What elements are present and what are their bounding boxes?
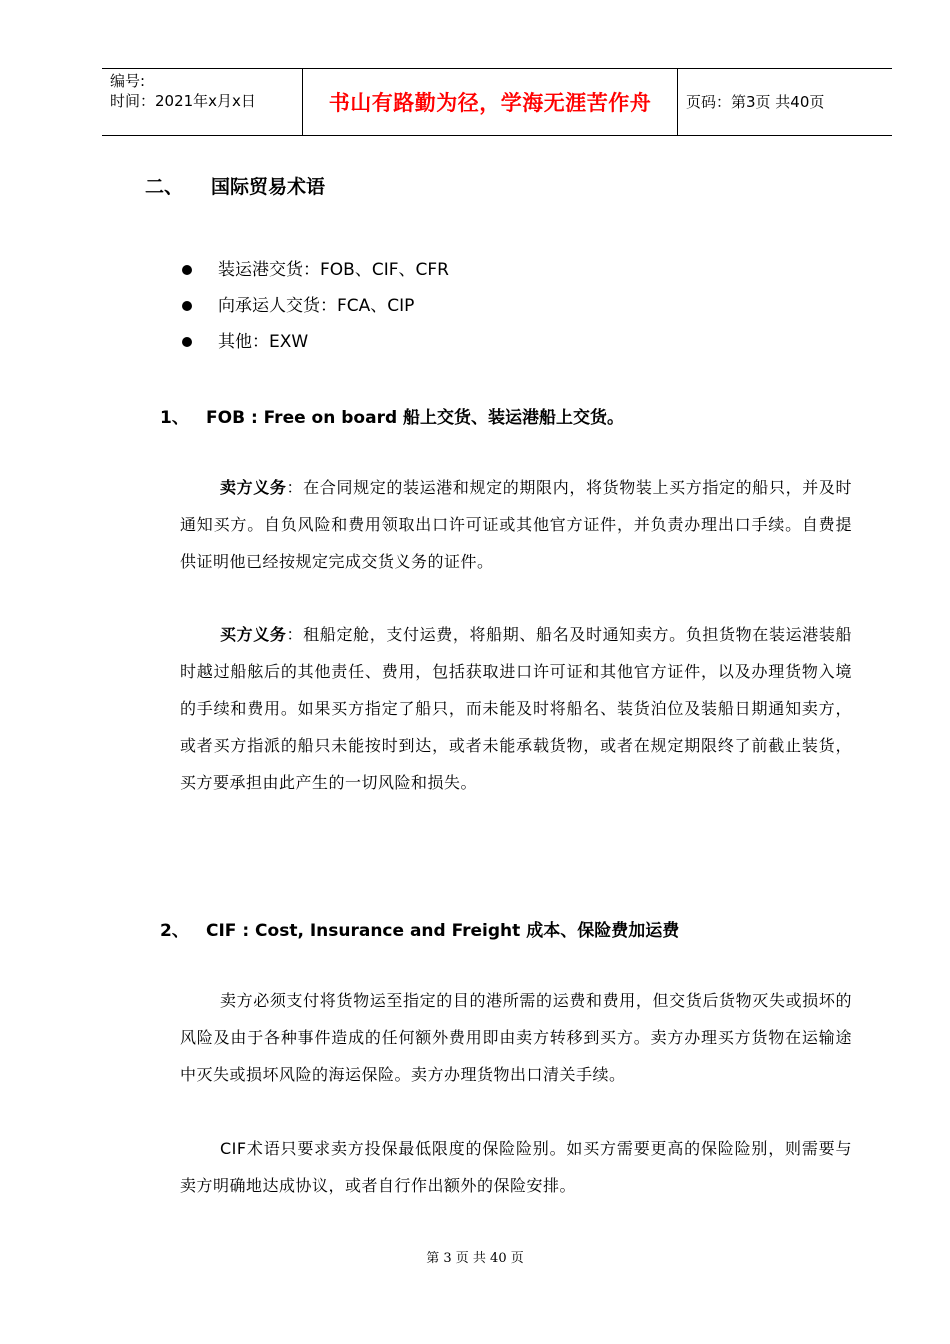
buyer-label: 买方义务 [220,625,287,644]
list-item [180,256,449,292]
time-label: 时间：2021年x月x日 [110,92,256,110]
list-item [180,328,449,364]
page-label: 页码：第3页 共40页 [686,93,825,111]
cif-paragraph-2: CIF术语只要求卖方投保最低限度的保险险别。如买方需要更高的保险险别，则需要与卖方明确地达成协议，或者自行作出额外的保险安排。 [180,1139,852,1195]
item2-title: CIF : Cost, Insurance and Freight 成本、保险费加运费 [206,921,680,941]
bullet-icon [182,337,192,347]
seller-text: ：在合同规定的装运港和规定的期限内，将货物装上买方指定的船只，并及时通知买方。自负风险和费用领取出口许可证或其他官方证件，并负责办理出口手续。自费提供证明他已经按规定完成交货义务的证件。 [180,478,852,571]
buyer-obligation-paragraph [180,616,852,801]
serial-label: 编号: [110,72,146,90]
header-meta [102,69,303,135]
list-item [180,292,449,328]
cif-paragraph-1: 卖方必须支付将货物运至指定的目的港所需的运费和费用，但交货后货物灭失或损坏的风险及由于各种事件造成的任何额外费用即由卖方转移到买方。卖方办理买方货物在运输途中灭失或损坏风险的海运保险。卖方办理货物出口清关手续。 [180,991,852,1084]
section-title-text: 国际贸易术语 [211,176,326,198]
section-title [145,172,325,199]
section-number: 二、 [145,176,184,198]
page-header [102,68,892,136]
seller-label: 卖方义务 [220,478,287,497]
bullet-text: 其他：EXW [218,332,309,352]
item2-heading [160,916,679,941]
bullet-text: 装运港交货：FOB、CIF、CFR [218,260,449,280]
bullet-list [180,256,449,364]
item1-number: 1、 [160,408,189,428]
bullet-icon [182,301,192,311]
item1-title: FOB : Free on board 船上交货、装运港船上交货。 [206,408,625,428]
header-page-cell [678,69,892,135]
bullet-text: 向承运人交货：FCA、CIP [218,296,415,316]
bullet-icon [182,265,192,275]
motto: 书山有路勤为径，学海无涯苦作舟 [328,91,652,115]
seller-obligation-paragraph [180,469,852,580]
page-footer: 第 3 页 共 40 页 [426,1251,524,1266]
item1-heading [160,403,624,428]
header-motto-cell [303,69,678,135]
buyer-text: ：租船定舱，支付运费，将船期、船名及时通知卖方。负担货物在装运港装船时越过船舷后的其他责任、费用，包括获取进口许可证和其他官方证件，以及办理货物入境的手续和费用。如果买方指定了船只，而未能及时将船名、装货泊位及装船日期通知卖方，或者买方指派的船只未能按时到达，或者未能承载货物，或者在规定期限终了前截止装货，买方要承担由此产生的一切风险和损失。 [180,625,852,792]
item2-number: 2、 [160,921,189,941]
